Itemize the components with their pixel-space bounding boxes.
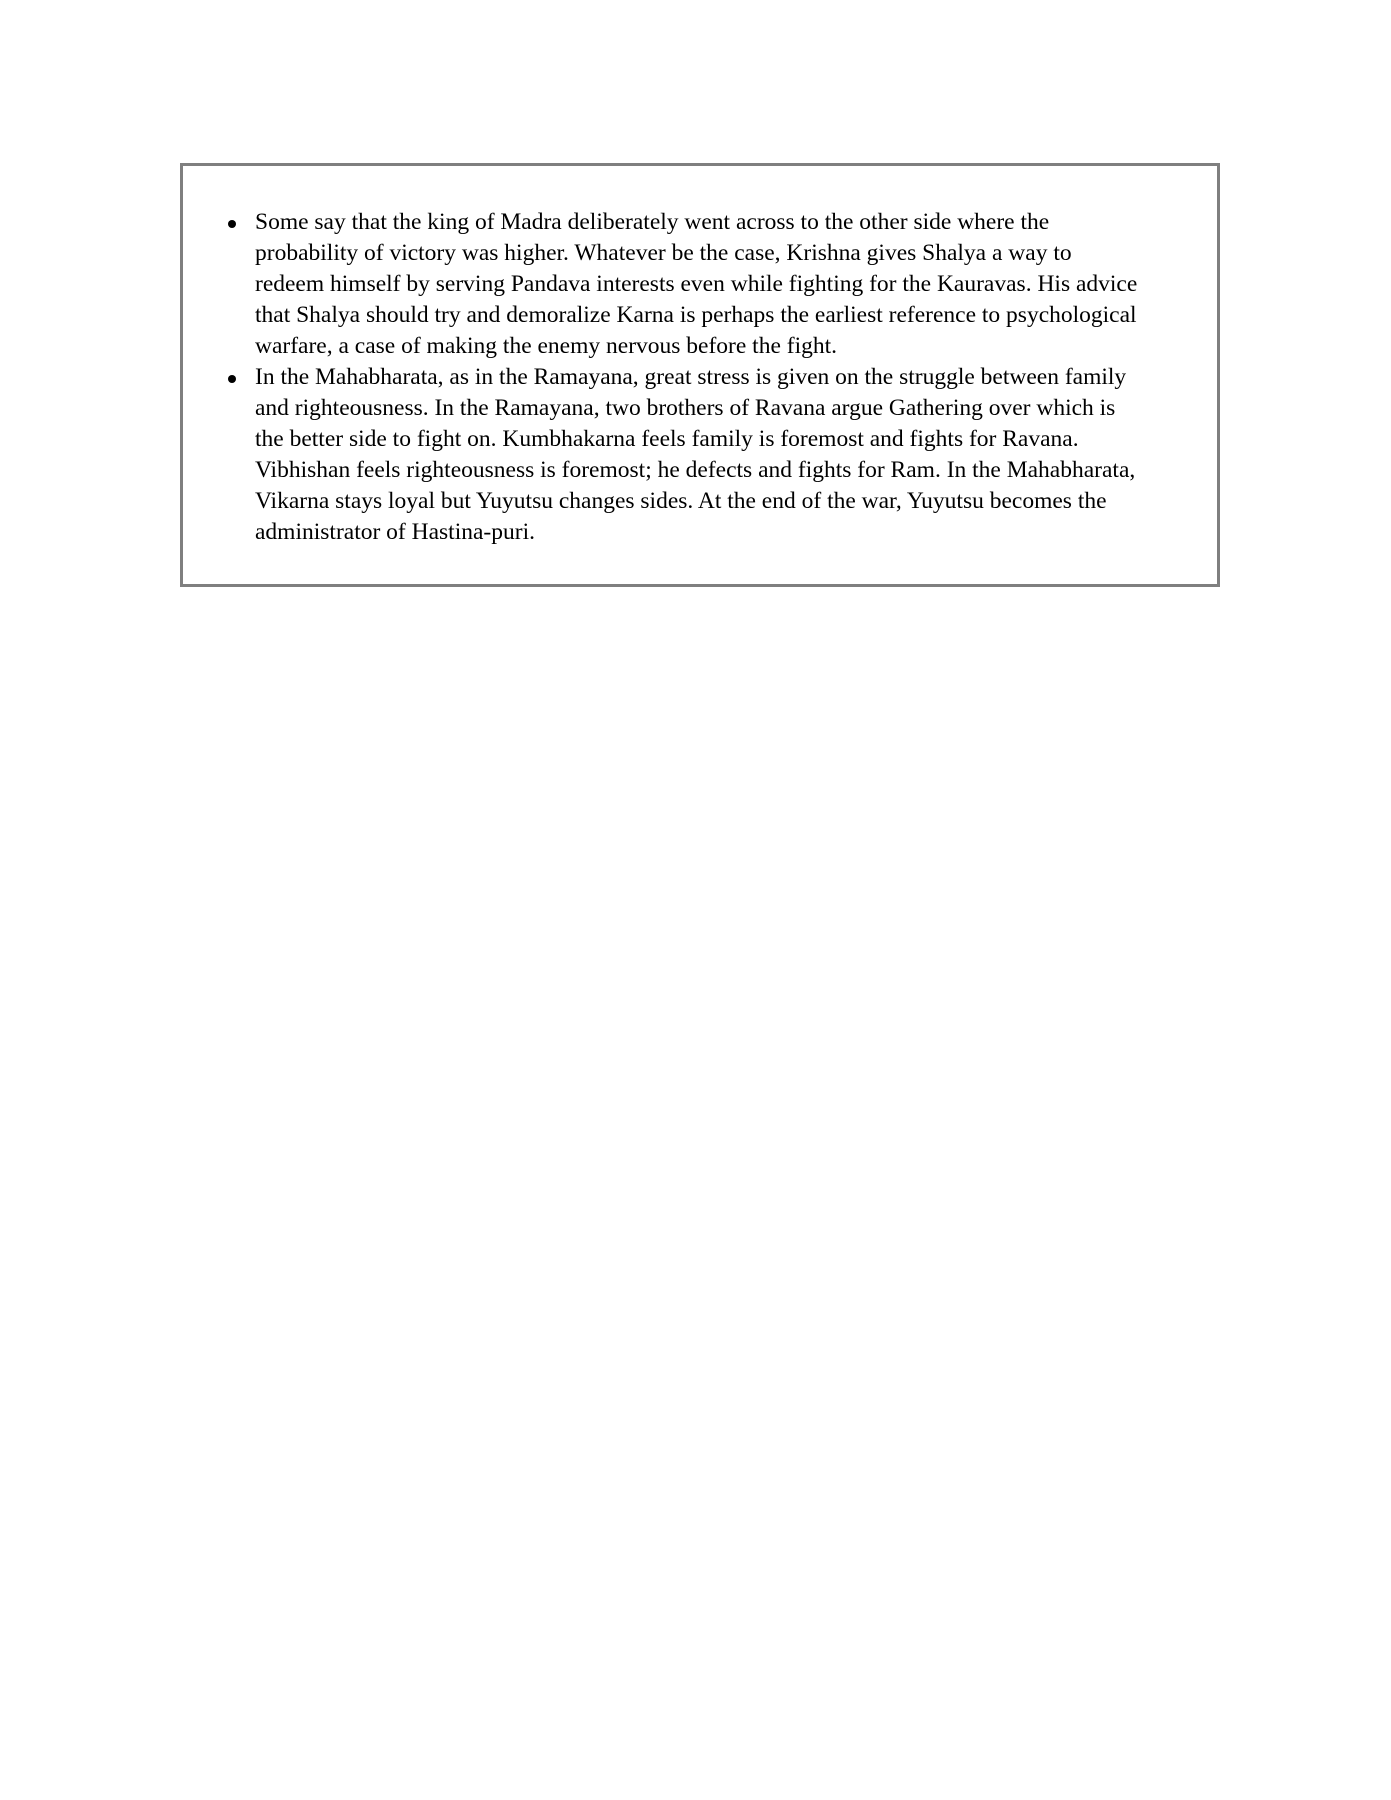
bullet-icon xyxy=(228,220,236,228)
list-item xyxy=(183,207,1217,362)
text-line: Some say that the king of Madra deliberately went across to the other side where the xyxy=(255,209,1050,235)
list-item xyxy=(183,362,1217,548)
text-line: redeem himself by serving Pandava interests even while fighting for the Kauravas. His advice xyxy=(255,271,1138,297)
bordered-text-box xyxy=(180,163,1220,587)
text-line: In the Mahabharata, as in the Ramayana, great stress is given on the struggle between family xyxy=(255,364,1127,390)
text-line: Vibhishan feels righteousness is foremost; he defects and fights for Ram. In the Mahabharata, xyxy=(255,457,1136,483)
text-line: the better side to fight on. Kumbhakarna feels family is foremost and fights for Ravana. xyxy=(255,426,1079,452)
text-line: probability of victory was higher. Whatever be the case, Krishna gives Shalya a way to xyxy=(255,240,1072,266)
text-line: warfare, a case of making the enemy nervous before the fight. xyxy=(255,333,838,359)
bullet-icon xyxy=(228,375,236,383)
bullet-list xyxy=(183,207,1217,548)
text-line: administrator of Hastina-puri. xyxy=(255,519,535,545)
text-line: Vikarna stays loyal but Yuyutsu changes sides. At the end of the war, Yuyutsu becomes the xyxy=(255,488,1107,514)
text-line: and righteousness. In the Ramayana, two brothers of Ravana argue Gathering over which is xyxy=(255,395,1116,421)
text-line: that Shalya should try and demoralize Karna is perhaps the earliest reference to psychological xyxy=(255,302,1137,328)
